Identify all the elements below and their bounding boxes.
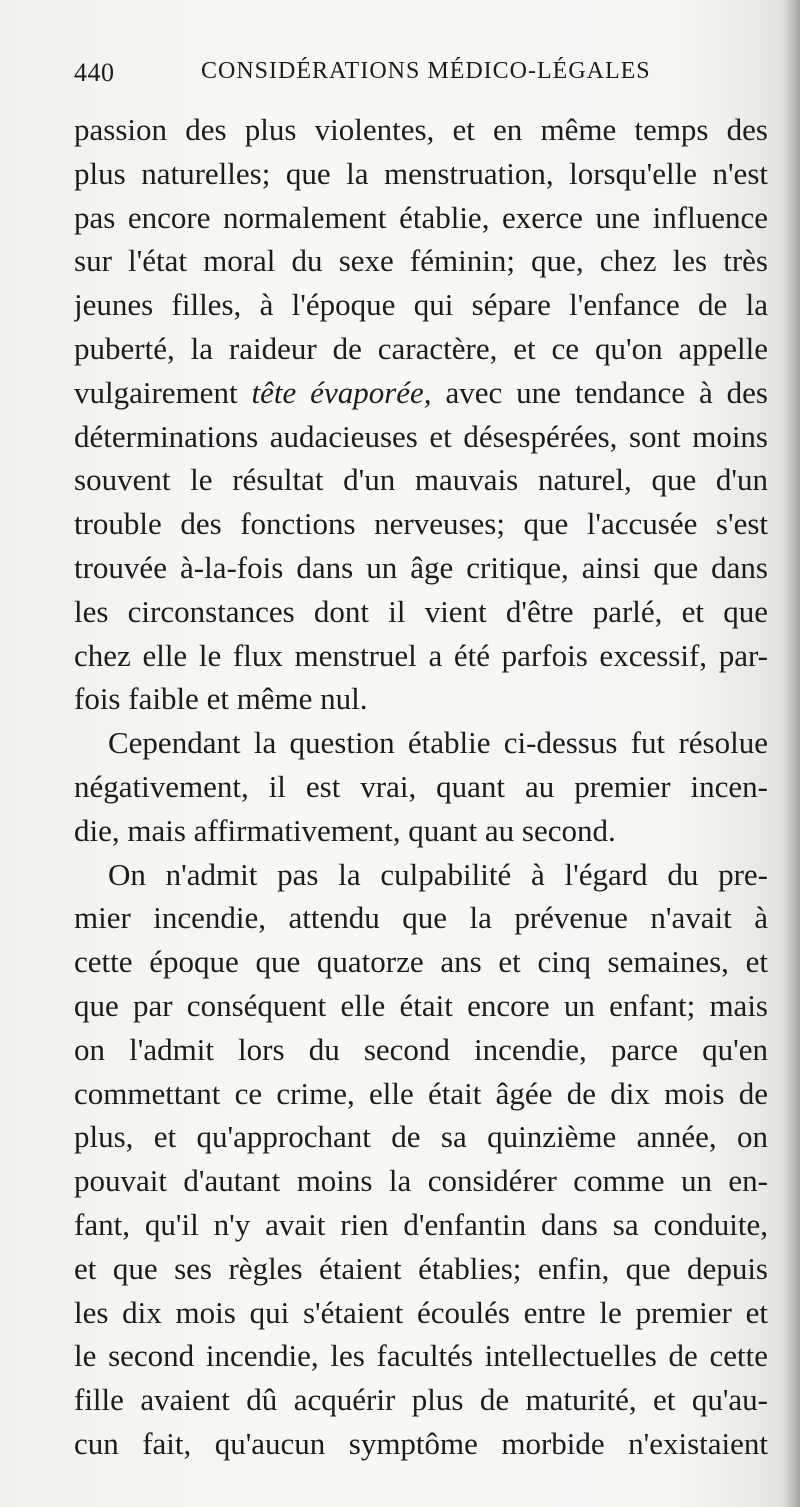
text-line: puberté, la raideur de caractère, et ce qu'on appelle xyxy=(74,330,768,366)
paragraph-start-line: Cependant la question établie ci-dessus fut résolue xyxy=(108,725,768,761)
text-line: die, mais affirmativement, quant au second. xyxy=(74,812,616,848)
text-line: trouvée à-la-fois dans un âge critique, ainsi que dans xyxy=(74,549,768,585)
text-fragment: avec une tendance à des xyxy=(431,374,768,410)
text-line: cette époque que quatorze ans et cinq semaines, et xyxy=(74,944,768,980)
text-line xyxy=(74,371,768,415)
text-line: chez elle le flux menstruel a été parfois excessif, par- xyxy=(74,637,768,673)
text-line: jeunes filles, à l'époque qui sépare l'enfance de la xyxy=(74,287,768,323)
text-line: fois faible et même nul. xyxy=(74,681,368,717)
text-line: fant, qu'il n'y avait rien d'enfantin dans sa conduite, xyxy=(74,1206,768,1242)
text-line: plus, et qu'approchant de sa quinzième année, on xyxy=(74,1119,768,1155)
text-line: déterminations audacieuses et désespérées, sont moins xyxy=(74,418,768,454)
text-line: et que ses règles étaient établies; enfin, que depuis xyxy=(74,1250,768,1286)
text-line: pouvait d'autant moins la considérer comme un en- xyxy=(74,1163,768,1199)
text-line: passion des plus violentes, et en même temps des xyxy=(74,112,768,147)
text-line: mier incendie, attendu que la prévenue n'avait à xyxy=(74,900,768,936)
text-line: fille avaient dû acquérir plus de maturité, et qu'au- xyxy=(74,1382,768,1418)
body-text xyxy=(74,108,768,1466)
spine-shadow xyxy=(782,0,800,1507)
text-line: on l'admit lors du second incendie, parce qu'en xyxy=(74,1031,768,1067)
text-line: les circonstances dont il vient d'être parlé, et que xyxy=(74,593,768,629)
text-line: plus naturelles; que la menstruation, lorsqu'elle n'est xyxy=(74,155,768,191)
text-line: le second incendie, les facultés intellectuelles de cette xyxy=(74,1338,768,1374)
running-title: CONSIDÉRATIONS MÉDICO-LÉGALES xyxy=(201,58,651,84)
text-line: les dix mois qui s'étaient écoulés entre le premier et xyxy=(74,1294,768,1330)
italic-phrase: tête évaporée, xyxy=(251,374,432,410)
text-line: commettant ce crime, elle était âgée de dix mois de xyxy=(74,1075,768,1111)
paragraph-start-line: On n'admit pas la culpabilité à l'égard du pre- xyxy=(108,856,768,892)
text-line: cun fait, qu'aucun symptôme morbide n'existaient xyxy=(74,1425,768,1461)
text-line: trouble des fonctions nerveuses; que l'accusée s'est xyxy=(74,506,768,542)
text-line: que par conséquent elle était encore un enfant; mais xyxy=(74,987,768,1023)
text-line: négativement, il est vrai, quant au premier incen- xyxy=(74,768,768,804)
text-line: souvent le résultat d'un mauvais naturel, que d'un xyxy=(74,462,768,498)
page-header xyxy=(74,58,674,98)
text-line: sur l'état moral du sexe féminin; que, chez les très xyxy=(74,243,768,279)
text-line: pas encore normalement établie, exerce une influence xyxy=(74,199,768,235)
text-fragment: vulgairement xyxy=(74,374,252,410)
page-number: 440 xyxy=(74,58,115,87)
